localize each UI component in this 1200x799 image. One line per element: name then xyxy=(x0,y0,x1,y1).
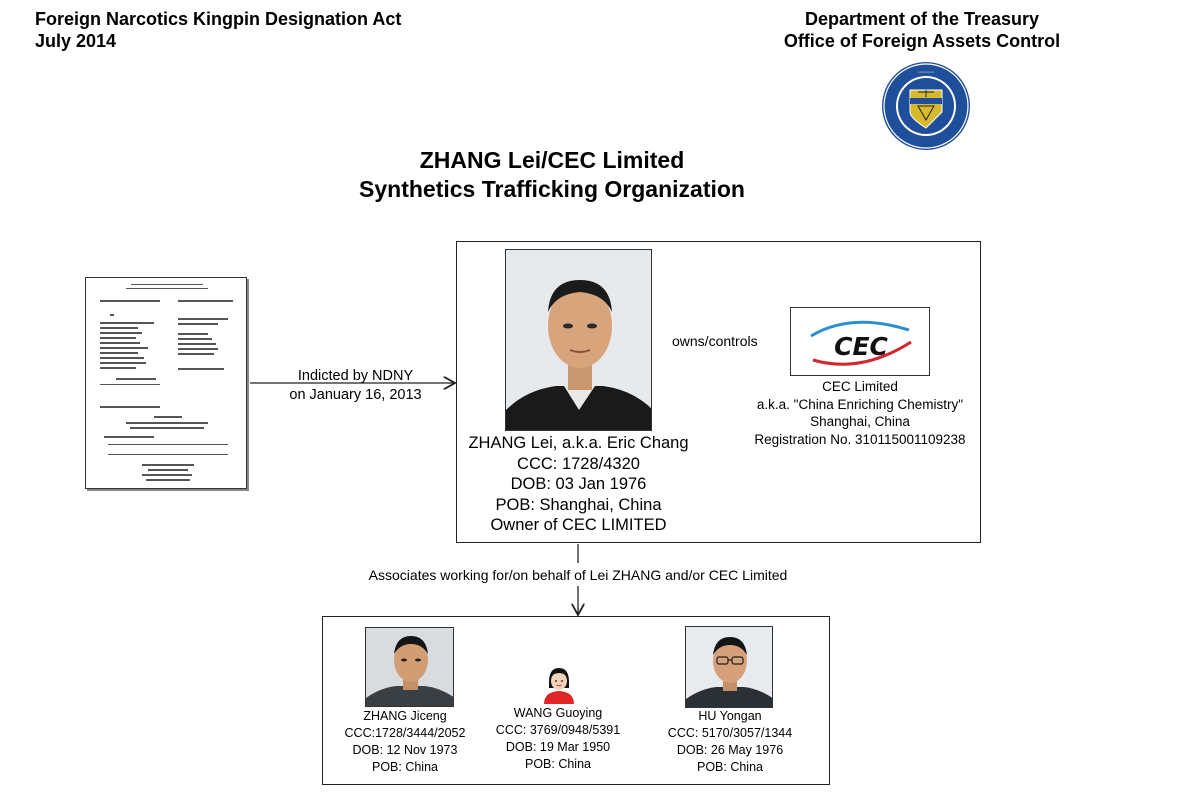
cec-logo-text: CEC xyxy=(834,332,888,361)
person-photo-icon xyxy=(366,628,454,707)
office-name: Office of Foreign Assets Control xyxy=(783,31,1061,51)
associate-photo-zhang-jiceng xyxy=(365,627,454,707)
principal-dob: DOB: 03 Jan 1976 xyxy=(510,475,647,493)
associate-pob: POB: China xyxy=(524,757,591,771)
company-location: Shanghai, China xyxy=(810,414,910,429)
associate-name: WANG Guoying xyxy=(513,706,603,720)
principal-ccc: CCC: 1728/4320 xyxy=(517,454,640,473)
person-photo-icon xyxy=(506,250,652,431)
owns-controls-label: owns/controls xyxy=(672,333,758,349)
title-line2: Synthetics Trafficking Organization xyxy=(359,176,745,202)
female-avatar-icon xyxy=(541,666,577,704)
associate-ccc: CCC: 3769/0948/5391 xyxy=(495,723,621,737)
principal-role: Owner of CEC LIMITED xyxy=(490,516,667,534)
associate-dob: DOB: 12 Nov 1973 xyxy=(352,743,458,757)
title-line1: ZHANG Lei/CEC Limited xyxy=(419,147,685,173)
principal-photo xyxy=(505,249,652,431)
company-name: CEC Limited xyxy=(822,379,898,394)
department-name: Department of the Treasury xyxy=(804,9,1040,29)
indictment-label-line1: Indicted by NDNY xyxy=(297,368,414,384)
associates-label: Associates working for/on behalf of Lei ZHANG and/or CEC Limited xyxy=(368,567,788,583)
associate-name: ZHANG Jiceng xyxy=(363,709,447,723)
associate-name: HU Yongan xyxy=(698,709,762,723)
associate-wang-guoying xyxy=(483,705,633,773)
person-photo-icon xyxy=(686,627,773,708)
report-date: July 2014 xyxy=(35,31,117,51)
company-details xyxy=(725,378,995,448)
indictment-label xyxy=(268,367,443,405)
associate-dob: DOB: 19 Mar 1950 xyxy=(505,740,611,754)
company-aka: a.k.a. "China Enriching Chemistry" xyxy=(756,396,964,412)
principal-details xyxy=(456,433,701,536)
company-registration: Registration No. 310115001109238 xyxy=(754,431,966,447)
associate-photo-hu-yongan xyxy=(685,626,773,708)
associate-pob: POB: China xyxy=(371,760,438,774)
company-logo-box xyxy=(790,307,930,376)
associate-pob: POB: China xyxy=(696,760,763,774)
principal-name: ZHANG Lei, a.k.a. Eric Chang xyxy=(468,434,689,452)
act-name: Foreign Narcotics Kingpin Designation Act xyxy=(35,9,402,29)
principal-pob: POB: Shanghai, China xyxy=(495,495,662,514)
associate-dob: DOB: 26 May 1976 xyxy=(676,743,784,757)
indictment-label-line2: on January 16, 2013 xyxy=(289,387,422,403)
svg-text:◦◦◦◦◦◦◦◦: ◦◦◦◦◦◦◦◦ xyxy=(917,70,935,76)
indictment-document-icon xyxy=(85,277,247,489)
associate-ccc: CCC:1728/3444/2052 xyxy=(344,726,466,740)
associate-hu-yongan xyxy=(655,708,805,776)
associate-zhang-jiceng xyxy=(330,708,480,776)
associate-ccc: CCC: 5170/3057/1344 xyxy=(667,726,793,740)
cec-logo-icon xyxy=(791,308,929,375)
